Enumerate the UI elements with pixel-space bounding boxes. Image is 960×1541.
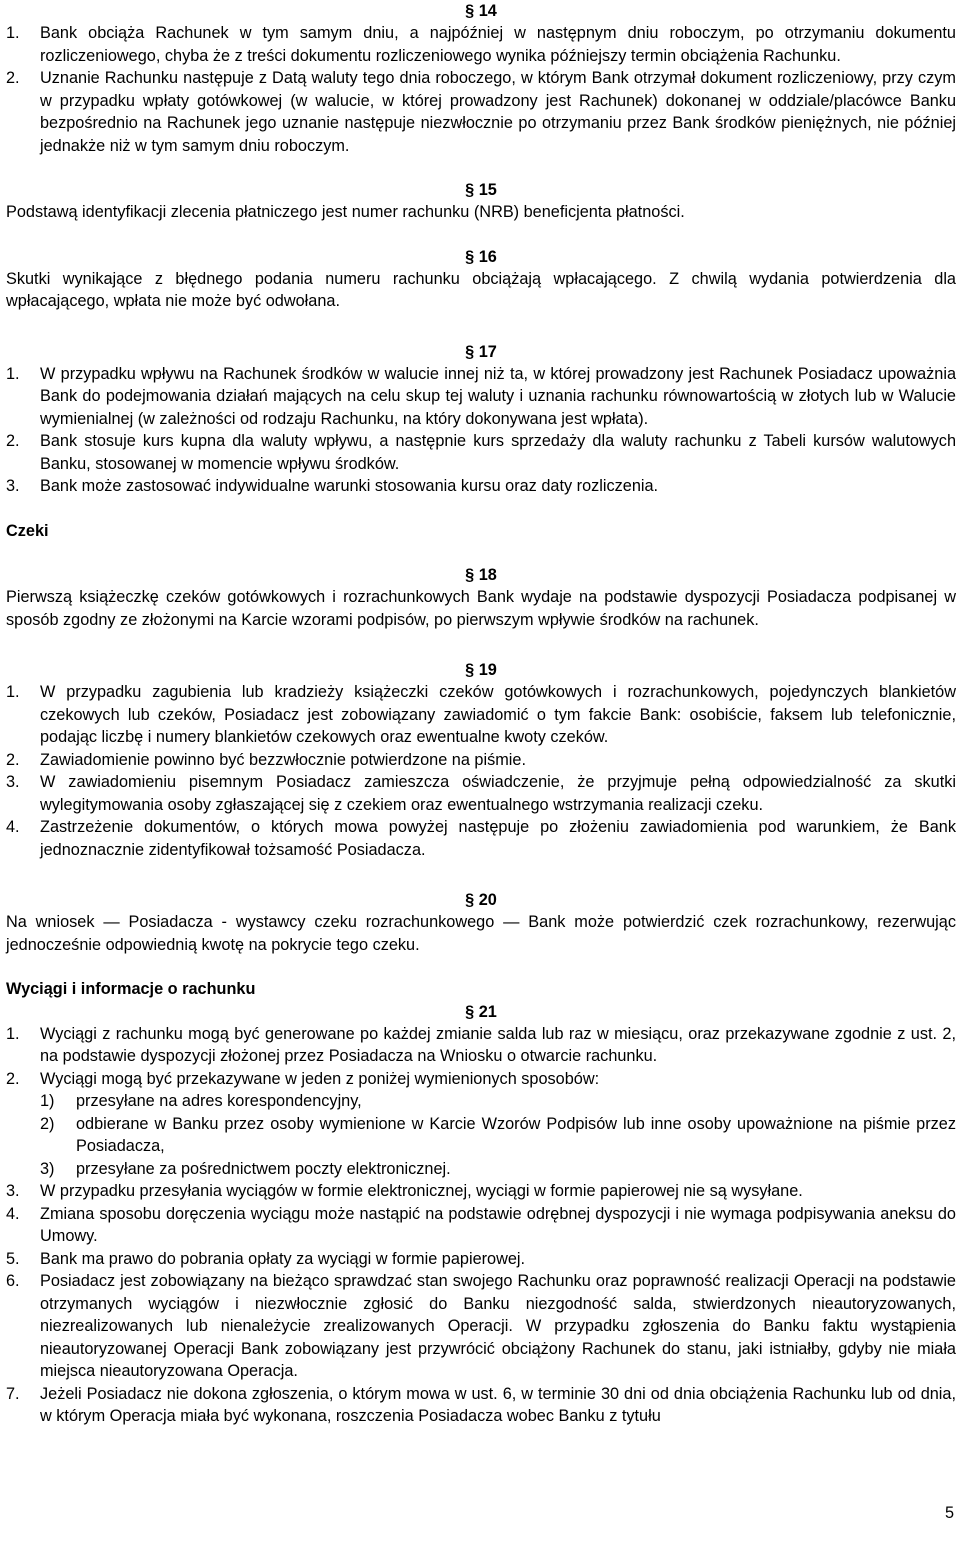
list-item (6, 771, 956, 816)
item-number: 1. (6, 24, 20, 42)
list-item (6, 22, 956, 67)
item-number: 7. (6, 1384, 20, 1403)
heading-wyciagi: Wyciągi i informacje o rachunku (6, 980, 256, 998)
list-item (6, 430, 956, 475)
item-number: 2. (6, 432, 20, 450)
list-item (6, 1068, 956, 1091)
item-number: 2. (6, 69, 20, 87)
list-item (6, 1180, 956, 1203)
sub-item-text: odbierane w Banku przez osoby wymienione w Karcie Wzorów Podpisów lub inne osoby upoważnione na piśmie przez Posiadacza, (76, 1114, 956, 1155)
section-16-title: § 16 (465, 247, 497, 266)
item-number: 5. (6, 1249, 20, 1268)
list-item (6, 475, 956, 498)
item-text: Wyciągi z rachunku mogą być generowane po każdej zmianie salda lub raz w miesiącu, oraz przekazywane zgodnie z ust. 2, na podstawie dyspozycji złożonej przez Posiadacza na Wniosku o otwarcie rachunku. (40, 1024, 956, 1065)
item-number: 3. (6, 773, 20, 791)
section-19-title: § 19 (465, 661, 497, 679)
item-number: 2. (6, 1069, 20, 1088)
item-text: Bank może zastosować indywidualne warunki stosowania kursu oraz daty rozliczenia. (40, 477, 659, 495)
item-number: 4. (6, 1204, 20, 1223)
item-text: W przypadku zagubienia lub kradzieży książeczki czeków gotówkowych i rozrachunkowych, pojedynczych blankietów czekowych lub czeków, Posiadacz jest zobowiązany zawiadomić o tym fakcie Bank: osobiście, faksem lub telefonicznie, podając liczbę i numery blankietów czekowych oraz ewentualne kwoty czeków. (40, 683, 956, 746)
item-number: 1. (6, 683, 20, 701)
section-15-text: Podstawą identyfikacji zlecenia płatniczego jest numer rachunku (NRB) beneficjenta płatności. (6, 203, 685, 221)
item-text: Wyciągi mogą być przekazywane w jeden z poniżej wymienionych sposobów: (40, 1069, 600, 1088)
sub-item-text: przesyłane za pośrednictwem poczty elektronicznej. (76, 1159, 451, 1178)
item-text: Zastrzeżenie dokumentów, o których mowa powyżej następuje po złożeniu zawiadomienia pod warunkiem, że Bank jednoznacznie zidentyfikował tożsamość Posiadacza. (40, 818, 956, 859)
sub-item-number: 2) (40, 1114, 55, 1133)
item-text: W zawiadomieniu pisemnym Posiadacz zamieszcza oświadczenie, że przyjmuje pełną odpowiedzialność za skutki wylegitymowania osoby zgłaszającej się z czekiem oraz ewentualnego wstrzymania realizacji czeku. (40, 773, 956, 814)
item-text: W przypadku wpływu na Rachunek środków w walucie innej niż ta, w której prowadzony jest Rachunek Posiadacz upoważnia Bank do podejmowania działań mających na celu skup tej waluty i uznania rachunku równowartością w złotych lub w Walucie wymienialnej (w zależności od rodzaju Rachunku, na który dokonywana jest wpłata). (40, 364, 956, 428)
sub-list-item (40, 1113, 956, 1158)
item-number: 6. (6, 1272, 20, 1290)
item-text: Uznanie Rachunku następuje z Datą waluty tego dnia roboczego, w którym Bank otrzymał dokument rozliczeniowy, przy czym w przypadku wpłaty gotówkowej (w walucie, w której prowadzony jest Rachunek) dokonanej w oddziale/placówce Banku bezpośrednio na Rachunek jego uznanie następuje niezwłocznie po otrzymaniu przez Bank środków pieniężnych, nie później jednakże niż w tym samym dniu roboczym. (40, 69, 956, 155)
list-item (6, 1023, 956, 1068)
section-20-title: § 20 (465, 891, 497, 909)
list-item (6, 681, 956, 749)
sub-item-text: przesyłane na adres korespondencyjny, (76, 1092, 362, 1110)
section-17-title: § 17 (465, 342, 497, 361)
list-item (6, 363, 956, 431)
item-number: 3. (6, 477, 20, 495)
item-number: 4. (6, 818, 20, 836)
sub-item-number: 1) (40, 1092, 55, 1110)
sub-item-number: 3) (40, 1159, 55, 1178)
section-15-title: § 15 (465, 181, 497, 199)
list-item (6, 749, 956, 772)
item-text: Jeżeli Posiadacz nie dokona zgłoszenia, o którym mowa w ust. 6, w terminie 30 dni od dnia obciążenia Rachunku lub od dnia, w którym Operacja miała być wykonana, roszczenia Posiadacza wobec Banku z tytułu (40, 1384, 956, 1425)
sub-list-item (40, 1090, 956, 1113)
section-20-text: Na wniosek — Posiadacza - wystawcy czeku rozrachunkowego — Bank może potwierdzić czek rozrachunkowy, rezerwując jednocześnie odpowiednią kwotę na pokrycie tego czeku. (6, 913, 956, 954)
section-18-text: Pierwszą książeczkę czeków gotówkowych i rozrachunkowych Bank wydaje na podstawie dyspozycji Posiadacza podpisanej w sposób zgodny ze złożonymi na Karcie wzorami podpisów, po pierwszym wpływie środków na rachunek. (6, 588, 956, 629)
item-text: Bank ma prawo do pobrania opłaty za wyciągi w formie papierowej. (40, 1249, 526, 1268)
item-number: 2. (6, 750, 20, 769)
section-18-title: § 18 (465, 566, 497, 584)
item-text: Bank stosuje kurs kupna dla waluty wpływu, a następnie kurs sprzedaży dla waluty rachunku z Tabeli kursów walutowych Banku, stosowanej w momencie wpływu środków. (40, 432, 956, 473)
item-number: 1. (6, 1024, 20, 1043)
list-item (6, 816, 956, 861)
sub-list-item (40, 1158, 956, 1181)
item-number: 3. (6, 1182, 20, 1200)
item-text: Zawiadomienie powinno być bezzwłocznie potwierdzone na piśmie. (40, 750, 526, 769)
item-number: 1. (6, 364, 20, 383)
item-text: Bank obciąża Rachunek w tym samym dniu, a najpóźniej w następnym dniu roboczym, po otrzymaniu dokumentu rozliczeniowego, chyba że z treści dokumentu rozliczeniowego wynika późniejszy termin obciążenia Rachunku. (40, 24, 956, 65)
item-text: Posiadacz jest zobowiązany na bieżąco sprawdzać stan swojego Rachunku oraz poprawność realizacji Operacji na podstawie otrzymanych wyciągów i niezwłocznie zgłosić do Banku niezgodność salda, stwierdzonych nieautoryzowanych, niezrealizowanych lub nienależycie zrealizowanych Operacji. W przypadku zgłoszenia do Banku faktu wystąpienia nieautoryzowanej Operacji Bank zobowiązany jest przywrócić obciążony Rachunek do stanu, jaki istniałby, gdyby nie miała miejsca nieautoryzowana Operacja. (40, 1272, 956, 1380)
document-page (6, 0, 956, 1428)
section-21-title: § 21 (465, 1002, 497, 1021)
list-item (6, 1248, 956, 1271)
list-item (6, 1270, 956, 1383)
section-16-text: Skutki wynikające z błędnego podania numeru rachunku obciążają wpłacającego. Z chwilą wydania potwierdzenia dla wpłacającego, wpłata nie może być odwołana. (6, 269, 956, 310)
heading-czeki: Czeki (6, 521, 49, 540)
list-item (6, 1383, 956, 1428)
list-item (6, 67, 956, 157)
list-item (6, 1203, 956, 1248)
item-text: Zmiana sposobu doręczenia wyciągu może nastąpić na podstawie odrębnej dyspozycji i nie wymaga podpisywania aneksu do Umowy. (40, 1204, 956, 1245)
section-14-title: § 14 (465, 2, 497, 20)
item-text: W przypadku przesyłania wyciągów w formie elektronicznej, wyciągi w formie papierowej nie są wysyłane. (40, 1182, 803, 1200)
page-number: 5 (944, 1504, 954, 1522)
